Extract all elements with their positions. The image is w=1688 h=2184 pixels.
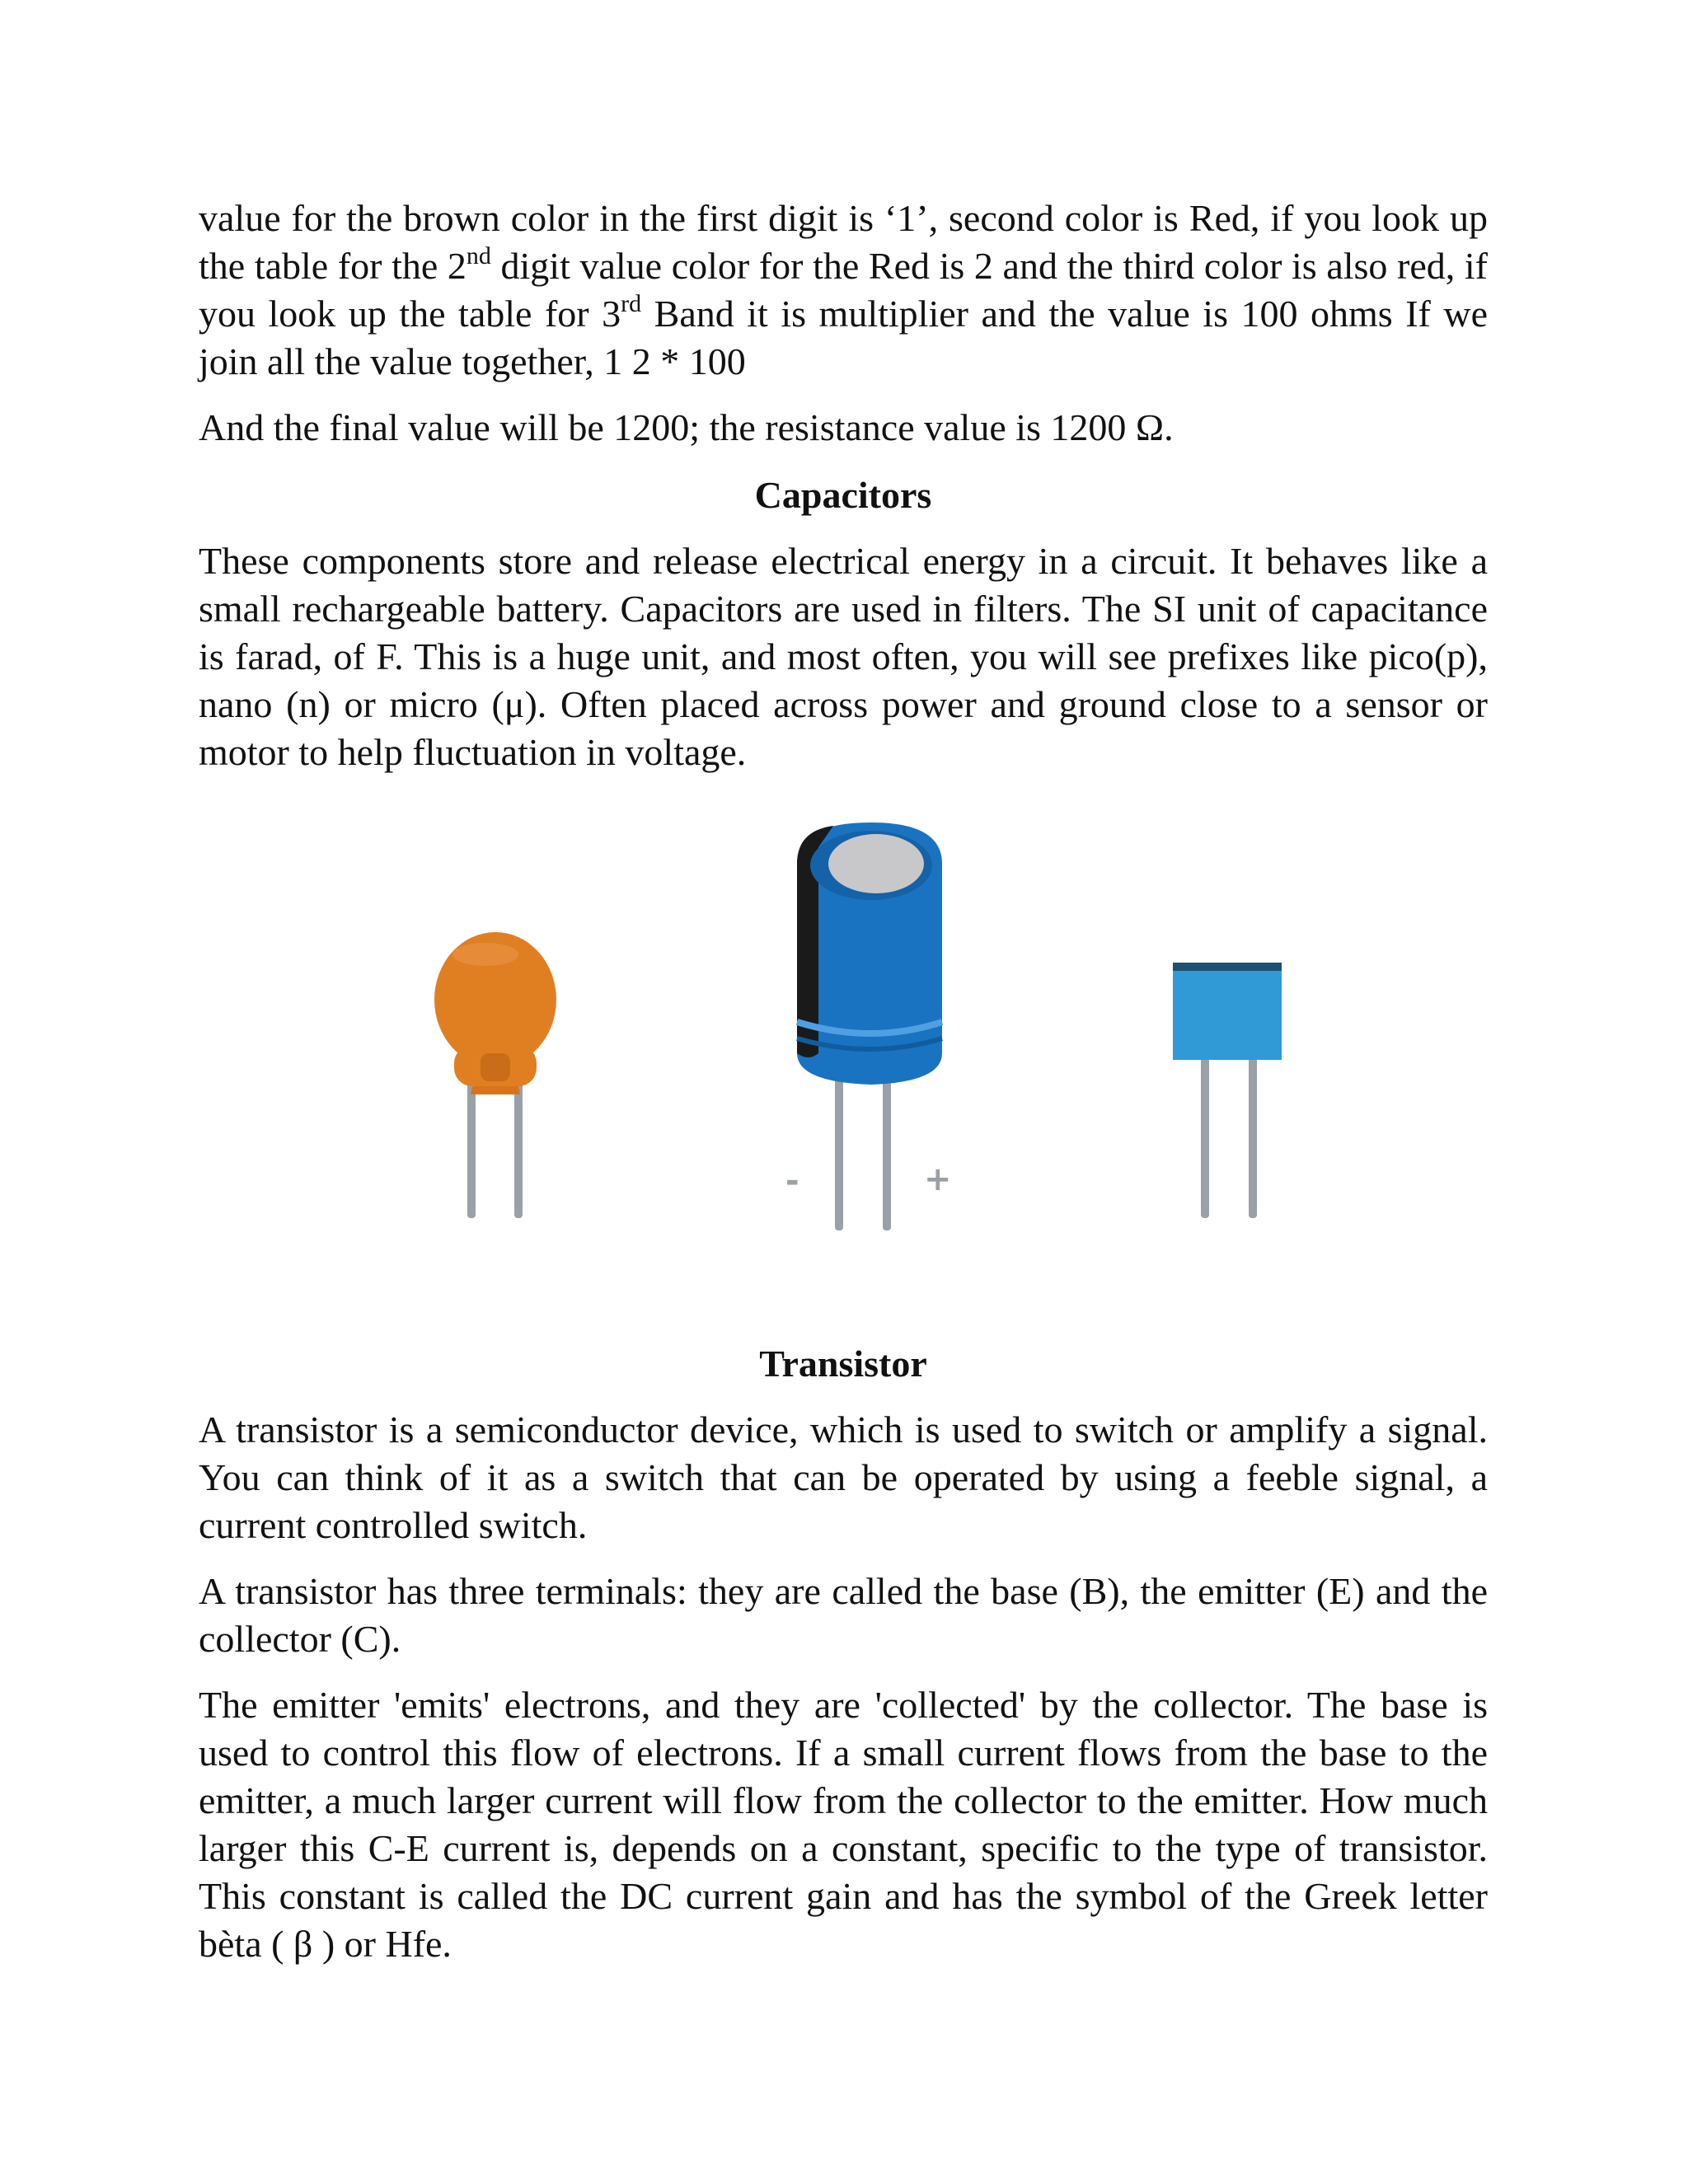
transistor-heading: Transistor <box>759 1343 927 1385</box>
film-body <box>1173 963 1282 1060</box>
ceramic-highlight <box>452 943 518 966</box>
electrolytic-lead-minus <box>835 1070 843 1230</box>
electrolytic-capacitor-image <box>785 823 952 1230</box>
plus-label: + <box>924 1160 952 1198</box>
transistor-terminals: A transistor has three terminals: they are called the base (B), the emitter (E) and the collector (C). <box>199 1570 1488 1660</box>
document-page <box>199 194 1488 1968</box>
minus-label: - <box>785 1162 799 1200</box>
transistor-operation: The emitter 'emits' electrons, and they are 'collected' by the collector. The base is used to control this flow of electrons. If a small current flows from the base to the emitter, a much larger current will flow from the collector to the emitter. How much larger this C-E current is, depends on a constant, specific to the type of transistor. This constant is called the DC current gain and has the symbol of the Greek letter bèta ( β ) or Hfe. <box>199 1684 1488 1965</box>
film-lead-right <box>1249 1053 1257 1218</box>
capacitor-types-figure <box>199 798 1488 1259</box>
film-lead-left <box>1201 1053 1209 1218</box>
capacitor-illustration <box>199 798 1488 1259</box>
film-top-edge <box>1173 963 1282 971</box>
electrolytic-lead-plus <box>883 1070 891 1230</box>
ceramic-disc-notch <box>481 1053 510 1081</box>
transistor-definition: A transistor is a semiconductor device, which is used to switch or amplify a signal. You can think of it as a switch that can be operated by using a feeble signal, a current controlled switch. <box>199 1408 1488 1546</box>
film-capacitor-image <box>1173 963 1282 1218</box>
resistor-calculation-paragraph: value for the brown color in the first digit is ‘1’, second color is Red, if you look up the table for the 2nd digit value color for the Red is 2 and the third color is also red, if you look up the table for 3rd Band it is multiplier and the value is 100 ohms If we join all the value together, 1 2 * 100 <box>199 197 1489 382</box>
electrolytic-top-cap <box>828 834 924 893</box>
capacitors-heading: Capacitors <box>754 474 932 516</box>
resistance-final-value: And the final value will be 1200; the resistance value is 1200 Ω. <box>199 406 1174 448</box>
capacitors-description: These components store and release electrical energy in a circuit. It behaves like a small rechargeable battery. Capacitors are used in filters. The SI unit of capacitance is farad, of F. This is a huge unit, and most often, you will see prefixes like pico(p), nano (n) or micro (μ). Often placed across power and ground close to a sensor or motor to help fluctuation in voltage. <box>199 540 1488 773</box>
ceramic-capacitor-image <box>434 932 556 1218</box>
